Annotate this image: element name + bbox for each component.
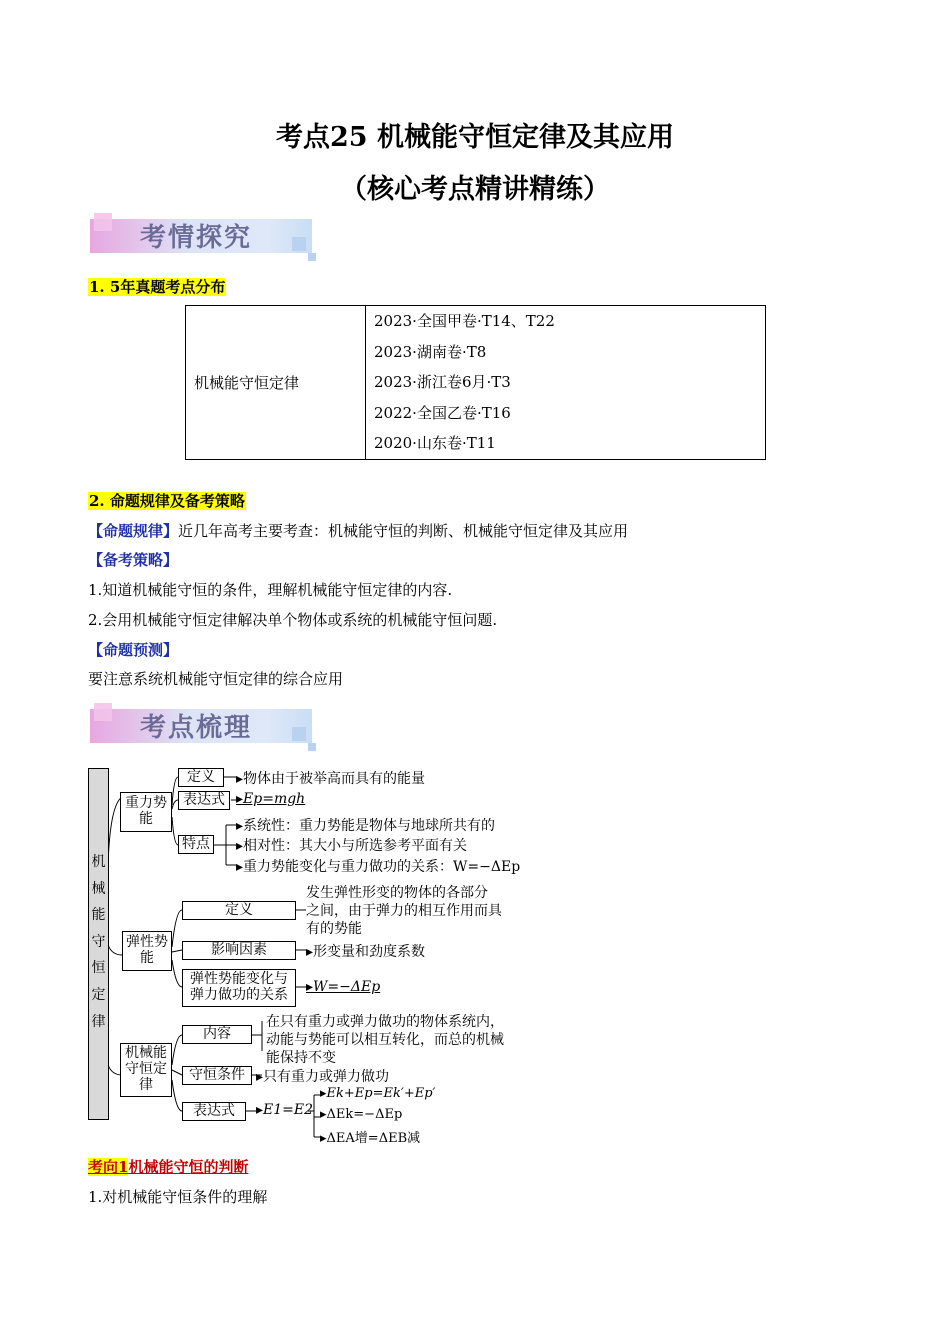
elastic-def-text: 发生弹性形变的物体的各部分 之间，由于弹力的相互作用而具 有的势能 bbox=[306, 885, 502, 937]
gravity-expr-label: 表达式 bbox=[178, 791, 230, 810]
strategy-item: 1.知道机械能守恒的条件，理解机械能守恒定律的内容. bbox=[88, 581, 453, 599]
mech-content-label: 内容 bbox=[182, 1025, 252, 1044]
mech-condition-text: ▸只有重力或弹力做功 bbox=[256, 1069, 390, 1085]
forecast-label: 【命题预测】 bbox=[88, 641, 179, 659]
elastic-factor-text: ▸形变量和劲度系数 bbox=[306, 944, 426, 960]
gravity-def-label: 定义 bbox=[178, 768, 224, 787]
page-subtitle: （核心考点精讲精练） bbox=[340, 174, 610, 205]
table-item: 2023·全国甲卷·T14、T22 bbox=[374, 312, 555, 330]
mech-condition-label: 守恒条件 bbox=[182, 1066, 252, 1085]
strategy-item: 2.会用机械能守恒定律解决单个物体或系统的机械能守恒问题. bbox=[88, 611, 498, 629]
banner-text: 考点梳理 bbox=[140, 713, 253, 743]
mech-expr-3: ▸ΔEA增=ΔEB减 bbox=[320, 1131, 421, 1146]
gravity-expr-text: ▸Ep=mgh bbox=[236, 791, 306, 807]
table-item: 2023·湖南卷·T8 bbox=[374, 342, 487, 361]
gravity-feature-label: 特点 bbox=[178, 835, 214, 854]
elastic-relation-label: 弹性势能变化与 弹力做功的关系 bbox=[182, 969, 296, 1007]
mech-expr-main: ▸E1=E2 bbox=[256, 1102, 314, 1118]
understanding-line: 1.对机械能守恒条件的理解 bbox=[88, 1188, 268, 1206]
mech-content-text: 在只有重力或弹力做功的物体系统内， 动能与势能可以相互转化，而总的机械 能保持不变 bbox=[266, 1014, 504, 1066]
mech-expr-label: 表达式 bbox=[182, 1102, 246, 1121]
exam-distribution-table bbox=[185, 305, 766, 460]
root-node: 机械能守恒定律 bbox=[88, 768, 109, 1120]
banner-text: 考情探究 bbox=[140, 223, 253, 253]
table-topic: 机械能守恒定律 bbox=[186, 306, 366, 460]
table-item: 2023·浙江卷6月·T3 bbox=[374, 373, 511, 392]
mech-conservation-node: 机械能守恒定律 bbox=[120, 1043, 172, 1097]
elastic-def-label: 定义 bbox=[182, 901, 296, 920]
gravity-feature-2: ▸相对性：其大小与所选参考平面有关 bbox=[236, 838, 468, 854]
elastic-factor-label: 影响因素 bbox=[182, 941, 296, 960]
gravity-feature-3: ▸重力势能变化与重力做功的关系：W=−ΔEp bbox=[236, 859, 521, 875]
elastic-relation-text: ▸W=−ΔEp bbox=[306, 979, 381, 995]
section-banner-kaoqing bbox=[90, 213, 312, 259]
elastic-pe-node: 弹性势能 bbox=[122, 931, 172, 971]
table-item: 2020·山东卷·T11 bbox=[374, 434, 496, 453]
gravity-def-text: ▸物体由于被举高而具有的能量 bbox=[236, 771, 426, 787]
table-item: 2022·全国乙卷·T16 bbox=[374, 403, 511, 422]
strategy-label: 【备考策略】 bbox=[88, 551, 179, 569]
table-items bbox=[366, 306, 766, 460]
concept-map bbox=[86, 765, 526, 1145]
gravity-pe-node: 重力势能 bbox=[120, 792, 172, 832]
kaoxiang-heading: 考向1机械能守恒的判断 bbox=[88, 1158, 249, 1176]
page-title: 考点25 机械能守恒定律及其应用 bbox=[276, 122, 674, 153]
rule-paragraph: 【命题规律】近几年高考主要考查：机械能守恒的判断、机械能守恒定律及其应用 bbox=[88, 522, 629, 540]
forecast-text: 要注意系统机械能守恒定律的综合应用 bbox=[88, 670, 344, 688]
mech-expr-2: ▸ΔEk=−ΔEp bbox=[320, 1107, 403, 1122]
section-banner-kaodian bbox=[90, 703, 312, 749]
gravity-feature-1: ▸系统性：重力势能是物体与地球所共有的 bbox=[236, 818, 496, 834]
section1-heading: 1. 5年真题考点分布 bbox=[89, 278, 226, 296]
section2-heading: 2. 命题规律及备考策略 bbox=[89, 492, 245, 510]
mech-expr-1: ▸Ek+Ep=Ek′+Ep′ bbox=[320, 1086, 436, 1101]
